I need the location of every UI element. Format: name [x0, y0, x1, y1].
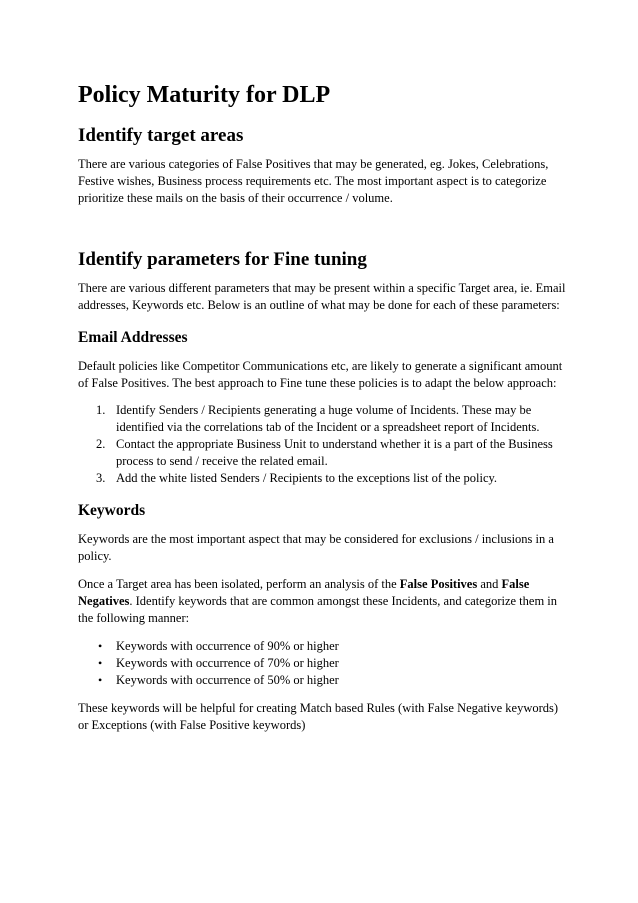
paragraph-keywords-3: These keywords will be helpful for creating Match based Rules (with False Negative keywords) or Exceptions (with False Positive keywords): [78, 701, 559, 732]
bold-false-negatives: False Negatives: [78, 577, 530, 608]
list-number: 1.: [96, 403, 106, 417]
bullet-icon: •: [98, 639, 103, 653]
list-item-text: Keywords with occurrence of 70% or higher: [116, 656, 339, 670]
paragraph-keywords-2: [78, 576, 566, 627]
document-page: [78, 80, 566, 734]
page-title: Policy Maturity for DLP: [78, 82, 331, 108]
text-run: . Identify keywords that are common amongst these Incidents, and categorize them in the following manner:: [78, 594, 558, 625]
text-run: Once a Target area has been isolated, perform an analysis of the: [78, 577, 400, 591]
bullet-icon: •: [98, 656, 103, 670]
list-item: [78, 470, 566, 487]
list-item-text: Contact the appropriate Business Unit to understand whether it is a part of the Business process to send / receive the related email.: [116, 437, 553, 468]
paragraph-target-areas: There are various categories of False Positives that may be generated, eg. Jokes, Celebrations, Festive wishes, Business process requirements etc. The most important aspect is to categorize prioritize these mails on the basis of their occurrence / volume.: [78, 157, 549, 205]
bold-false-positives: False Positives: [399, 577, 478, 591]
bullet-icon: •: [98, 673, 103, 687]
heading-keywords: Keywords: [78, 502, 146, 519]
list-item-text: Keywords with occurrence of 90% or higher: [116, 639, 339, 653]
email-steps-list: [78, 402, 566, 487]
text-run: and: [477, 577, 502, 591]
paragraph-fine-tuning: There are various different parameters that may be present within a specific Target area, ie. Email addresses, Keywords etc. Below is an outline of what may be done for each of these parameters:: [78, 281, 566, 312]
list-item: [78, 402, 566, 436]
list-item: [78, 655, 566, 672]
heading-target-areas: Identify target areas: [78, 125, 244, 146]
list-item-text: Keywords with occurrence of 50% or higher: [116, 673, 339, 687]
list-number: 3.: [96, 471, 106, 485]
paragraph-keywords-1: Keywords are the most important aspect that may be considered for exclusions / inclusions in a policy.: [78, 532, 554, 563]
keyword-bullets-list: [78, 638, 566, 689]
list-item-text: Identify Senders / Recipients generating a huge volume of Incidents. These may be identified via the correlations tab of the Incident or a spreadsheet report of Incidents.: [116, 403, 540, 434]
heading-fine-tuning: Identify parameters for Fine tuning: [78, 249, 367, 270]
list-number: 2.: [96, 437, 106, 451]
list-item: [78, 672, 566, 689]
list-item: [78, 638, 566, 655]
list-item-text: Add the white listed Senders / Recipients to the exceptions list of the policy.: [116, 471, 498, 485]
list-item: [78, 436, 566, 470]
paragraph-email-addresses: Default policies like Competitor Communications etc, are likely to generate a significant amount of False Positives. The best approach to Fine tune these policies is to adapt the below approach:: [78, 359, 563, 390]
heading-email-addresses: Email Addresses: [78, 329, 188, 346]
